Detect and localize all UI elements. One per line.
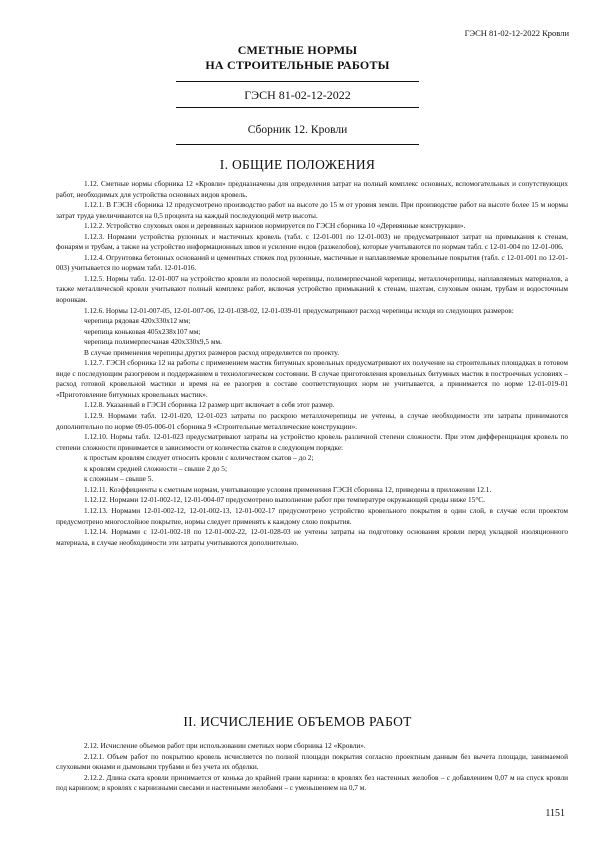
document-title-line-1: СМЕТНЫЕ НОРМЫ <box>237 43 358 57</box>
paragraph: 1.12.4. Огрунтовка бетонных оснований и цементных стяжек под рулонные, мастичные и наплавляемые кровельные покрытия (табл. с 12-01-001 по 12-01-003) учитывается по нормам табл. 12-01-016. <box>56 252 568 273</box>
paragraph: 1.12.11. Коэффициенты к сметным нормам, учитывающие условия применения ГЭСН сборника 12, приведены в приложении 12.1. <box>84 484 492 494</box>
paragraph: 1.12.5. Нормы табл. 12-01-007 на устройство кровли из полосной черепицы, полимерпесчаной черепицы, металлочерепицы, наплавляемых материалов, а также металлической кровли учитывают полный комплекс работ, включая устройство примыканий к стенам, шахтам, слуховым окнам, трубам и водосточным воронкам. <box>56 273 568 305</box>
running-head: ГЭСН 81-02-12-2022 Кровли <box>464 28 569 38</box>
list-item: к сложным – свыше 5. <box>84 474 154 484</box>
collection-heading: Сборник 12. Кровли <box>247 124 348 136</box>
paragraph: 1.12.12. Нормами 12-01-002-12, 12-01-004-07 предусмотрено выполнение работ при температуре окружающей среды ниже 15°С. <box>84 495 485 505</box>
paragraph: В случае применения черепицы других размеров расход определяется по проекту. <box>84 347 340 357</box>
paragraph: 1.12.14. Нормами с 12-01-002-18 по 12-01-002-22, 12-01-028-03 не учтены затраты на подготовку основания кровли перед укладкой изоляционного материала, в случае необходимости эти затраты учитываются дополнительно. <box>56 527 568 547</box>
list-item: черепица коньковая 405х238х107 мм; <box>84 326 201 336</box>
document-title-line-2: НА СТРОИТЕЛЬНЫЕ РАБОТЫ <box>205 58 390 72</box>
list-item: к простым кровлям следует относить кровли с количеством скатов – до 2; <box>84 453 314 463</box>
divider <box>176 81 419 82</box>
paragraph: 1.12.3. Нормами устройства рулонных и мастичных кровель (табл. с 12-01-001 по 12-01-003) не предусматривают затрат на примыкания к стенам, фонарям и трубам, а также на устройство информационных швов и усиление ендов (разжелобов), которые учитываются по нормам табл. с 12-01-004 по 12-01-006. <box>56 231 568 252</box>
paragraph: 1.12.7. ГЭСН сборника 12 на работы с применением мастик битумных кровельных предусматривают их получение на строительных площадках в готовом виде с последующим разогревом и поддержанием в технологическом состоянии. В случае приготовления кровельных битумных мастик в построечных условиях – расход готовой кровельной мастики и время на ее разогрев в составе соответствующих норм не учитывается, а принимается по норме 12-01-019-01 «Приготовление битумных кровельных мастик». <box>56 358 568 399</box>
section-body-volume-calculation <box>56 741 568 794</box>
paragraph: 1.12.9. Нормами табл. 12-01-020, 12-01-023 затраты по раскрою металлочерепицы не учтены, в случае необходимости эти затраты принимаются дополнительно по норме 09-05-006-01 сборника 9 «Строительные металлические конструкции». <box>56 411 568 431</box>
divider <box>176 144 419 145</box>
paragraph: 1.12.1. В ГЭСН сборника 12 предусмотрено производство работ на высоте до 15 м от уровня земли. При производстве работ на высоте более 15 м нормы затрат труда увеличиваются на 0,5 процента на каждый последующий метр высоты. <box>56 200 568 220</box>
section-body-general <box>56 179 568 548</box>
paragraph: 1.12.2. Устройство слуховых окон и деревянных карнизов нормируется по ГЭСН сборника 10 «Деревянные конструкции». <box>84 221 466 231</box>
document-code: ГЭСН 81-02-12-2022 <box>244 88 351 102</box>
paragraph: 1.12. Сметные нормы сборника 12 «Кровли» предназначены для определения затрат на полный комплекс основных, вспомогательных и сопутствующих работ, необходимых для устройства основных видов кровель. <box>56 179 568 199</box>
section-heading-volume-calculation: II. ИСЧИСЛЕНИЕ ОБЪЕМОВ РАБОТ <box>183 714 412 729</box>
section-heading-general: I. ОБЩИЕ ПОЛОЖЕНИЯ <box>219 157 376 172</box>
paragraph: 1.12.13. Нормами 12-01-002-12, 12-01-002-13, 12-01-002-17 предусмотрено устройство кровельного покрытия в один слой, в случае если проектом предусмотрено многослойное покрытие, нормы следует применять к каждому слою покрытия. <box>56 505 568 526</box>
paragraph: 2.12.2. Длина ската кровли принимается от конька до крайней грани карниза: в кровлях без настенных желобов – с добавлением 0,07 м на спуск кровли под карнизом; в кровлях с карнизными свесами и настенными желобами – с уменьшением на 0,7 м. <box>56 772 568 793</box>
paragraph: 2.12. Исчисление объемов работ при использовании сметных норм сборника 12 «Кровли». <box>84 741 366 750</box>
paragraph: 1.12.8. Указанный в ГЭСН сборника 12 размер щит включает в себя этот размер. <box>84 400 335 410</box>
paragraph: 1.12.6. Нормы 12-01-007-05, 12-01-007-06, 12-01-038-02, 12-01-039-01 предусматривают расход черепицы исходя из следующих размеров: <box>84 305 514 315</box>
paragraph: 1.12.10. Нормы табл. 12-01-023 предусматривают затраты на устройство кровель различной степени сложности. При этом дифференциация кровель по степени сложности принимается в зависимости от количества скатов в следующем порядке: <box>56 432 568 452</box>
list-item: черепица полимерпесчаная 420х330х9,5 мм. <box>84 337 222 347</box>
list-item: к кровлям средней сложности – свыше 2 до 5; <box>84 463 227 473</box>
paragraph: 2.12.1. Объем работ по покрытию кровель исчисляется по полной площади покрытия согласно проектным данным без вычета площади, занимаемой слуховыми окнами и дымовыми трубами и без учета их обделки. <box>56 751 568 772</box>
page-number: 1151 <box>545 808 565 819</box>
divider <box>176 107 419 108</box>
list-item: черепица рядовая 420х330х12 мм; <box>84 316 191 326</box>
